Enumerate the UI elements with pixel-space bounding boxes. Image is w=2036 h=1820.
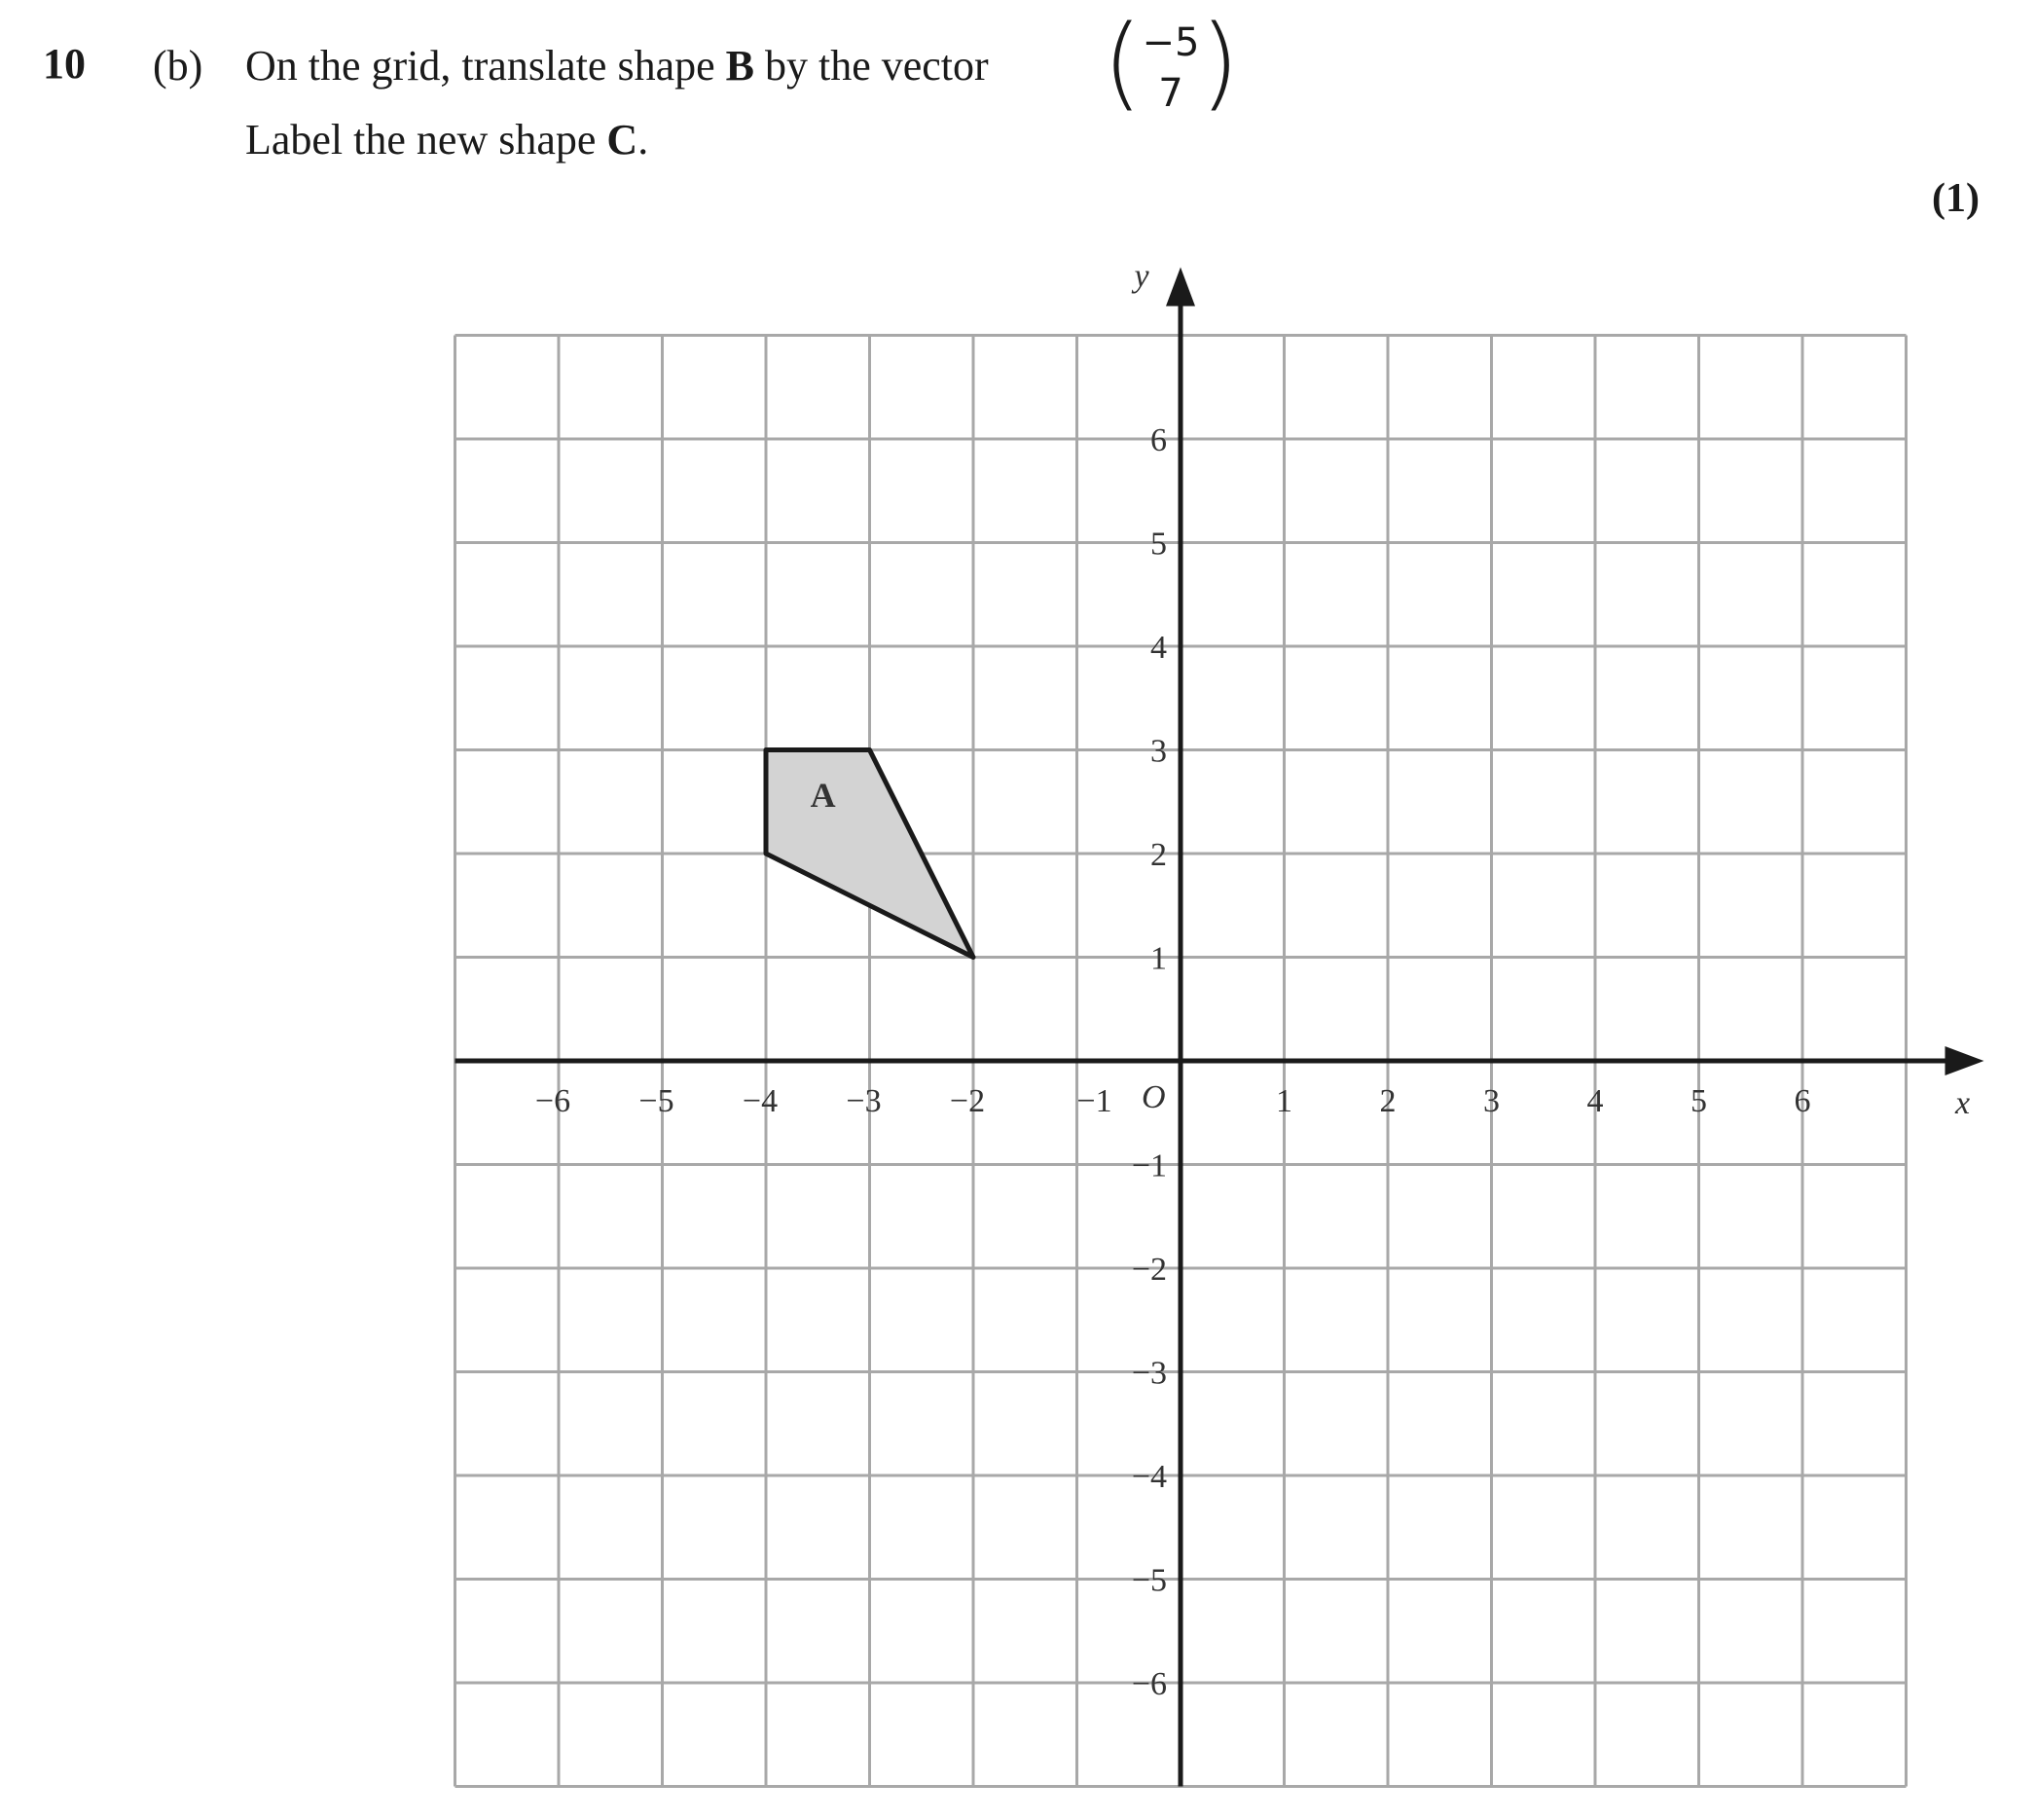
- vector-right-paren: ): [1200, 3, 1240, 122]
- x-tick-label: −1: [1076, 1083, 1112, 1119]
- x-tick-label: 5: [1691, 1083, 1707, 1119]
- marks-label: (1): [1932, 176, 1980, 221]
- line2-text-after: .: [637, 116, 649, 164]
- x-tick-label: −6: [534, 1083, 571, 1119]
- y-tick-label: −6: [1131, 1666, 1167, 1702]
- vector-left-paren: (: [1103, 3, 1143, 122]
- line1-text-before: On the grid, translate shape: [245, 42, 726, 90]
- x-axis-label: x: [1954, 1085, 1971, 1121]
- x-tick-label: −2: [949, 1083, 986, 1119]
- x-tick-label: 4: [1586, 1083, 1604, 1119]
- y-tick-label: 6: [1150, 422, 1167, 458]
- x-tick-label: −5: [638, 1083, 674, 1119]
- y-tick-label: 4: [1150, 630, 1167, 666]
- y-tick-label: −3: [1131, 1355, 1167, 1392]
- x-axis-arrow: [1945, 1046, 1984, 1075]
- vector-top-value: −5: [1142, 20, 1200, 65]
- vector-bottom-value: 7: [1158, 71, 1183, 116]
- y-tick-label: 2: [1150, 837, 1167, 873]
- shape-c-name: C: [606, 116, 638, 164]
- x-tick-label: 3: [1483, 1083, 1500, 1119]
- y-axis-label: y: [1134, 258, 1149, 295]
- y-tick-label: −5: [1131, 1562, 1167, 1599]
- y-tick-label: 5: [1150, 526, 1167, 563]
- x-tick-label: 6: [1794, 1083, 1811, 1119]
- question-number: 10: [43, 40, 86, 88]
- y-tick-label: −2: [1131, 1252, 1167, 1288]
- shape-label: A: [810, 776, 836, 816]
- line1-text-after: by the vector: [753, 42, 989, 90]
- y-tick-label: 3: [1150, 733, 1167, 770]
- y-tick-label: −4: [1131, 1459, 1167, 1495]
- x-tick-label: −3: [846, 1083, 882, 1119]
- x-tick-label: −4: [742, 1083, 779, 1119]
- y-tick-label: 1: [1150, 940, 1167, 977]
- question-part: (b): [153, 42, 203, 90]
- y-axis-arrow: [1166, 268, 1195, 307]
- origin-label: O: [1142, 1079, 1166, 1115]
- x-tick-label: 2: [1379, 1083, 1397, 1119]
- x-tick-label: 1: [1276, 1083, 1292, 1119]
- y-tick-label: −1: [1131, 1147, 1167, 1184]
- shape-b-name: B: [725, 42, 754, 90]
- line2-text-before: Label the new shape: [245, 116, 607, 164]
